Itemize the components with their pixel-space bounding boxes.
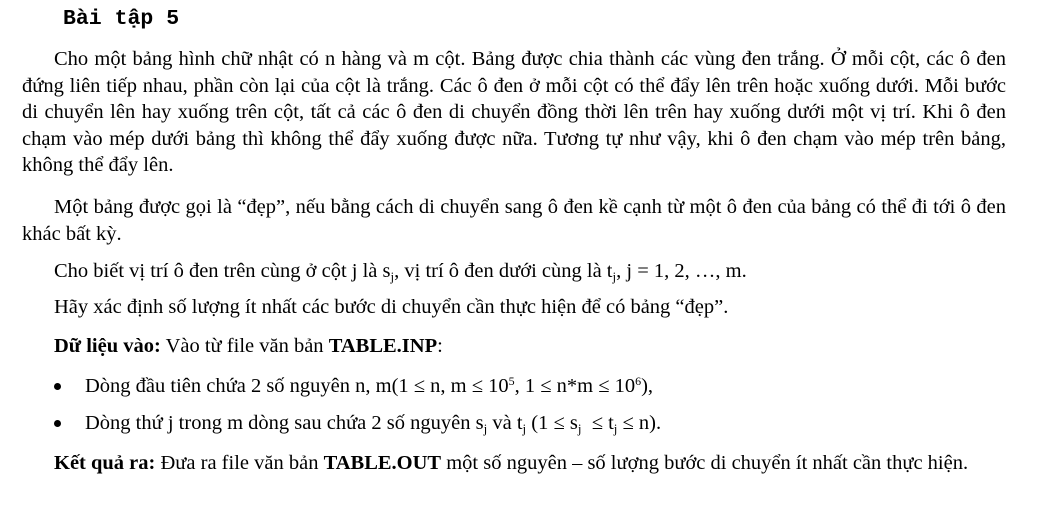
bullet-icon: [54, 420, 61, 427]
output-filename: TABLE.OUT: [323, 452, 442, 474]
definition-paragraph: Một bảng được gọi là “đẹp”, nếu bằng cách di chuyển sang ô đen kề cạnh từ một ô đen của bảng có thể đi tới ô đen khác bất kỳ.: [22, 196, 1006, 245]
bullet-icon: [54, 383, 61, 390]
bullet-item-next-lines: Dòng thứ j trong m dòng sau chứa 2 số nguyên $s_j$ và $t_j$ $(1 \le s_j \le t_j \le n)$.: [54, 410, 661, 437]
input-heading: Dữ liệu vào: Vào từ file văn bản TABLE.INP:: [54, 335, 443, 357]
task-line: Hãy xác định số lượng ít nhất các bước di chuyển cần thực hiện để có bảng “đẹp”.: [54, 296, 729, 318]
input-label: Dữ liệu vào:: [54, 335, 161, 357]
given-line: Cho biết vị trí ô đen trên cùng ở cột j là $s_j$, vị trí ô đen dưới cùng là $t_j$, j = 1, 2, …, m.: [54, 260, 747, 284]
bullet-item-first-line: Dòng đầu tiên chứa 2 số nguyên n, m(1 ≤ n, $m \le 10^5$, $1 \le n*m \le 10^6$),: [54, 373, 653, 400]
output-paragraph: Kết quả ra: Đưa ra file văn bản TABLE.OUT một số nguyên – số lượng bước di chuyển ít nhất cần thực hiện.: [54, 452, 969, 474]
exercise-title: Bài tập 5: [63, 7, 180, 31]
output-label: Kết quả ra:: [54, 452, 156, 474]
input-filename: TABLE.INP: [328, 335, 438, 357]
intro-paragraph: Cho một bảng hình chữ nhật có n hàng và m cột. Bảng được chia thành các vùng đen trắng. Ở mỗi cột, các ô đen đứng liên tiếp nhau, phần còn lại của cột là trắng. Các ô đen ở mỗi cột có thể đẩy lên trên hoặc xuống dưới. Mỗi bước di chuyển lên hay xuống trên cột, tất cả các ô đen di chuyển đồng thời lên trên hay xuống dưới một vị trí. Khi ô đen chạm vào mép dưới bảng thì không thể đẩy xuống được nữa. Tương tự như vậy, khi ô đen chạm vào mép trên bảng, không thể đẩy lên.: [22, 48, 1006, 176]
